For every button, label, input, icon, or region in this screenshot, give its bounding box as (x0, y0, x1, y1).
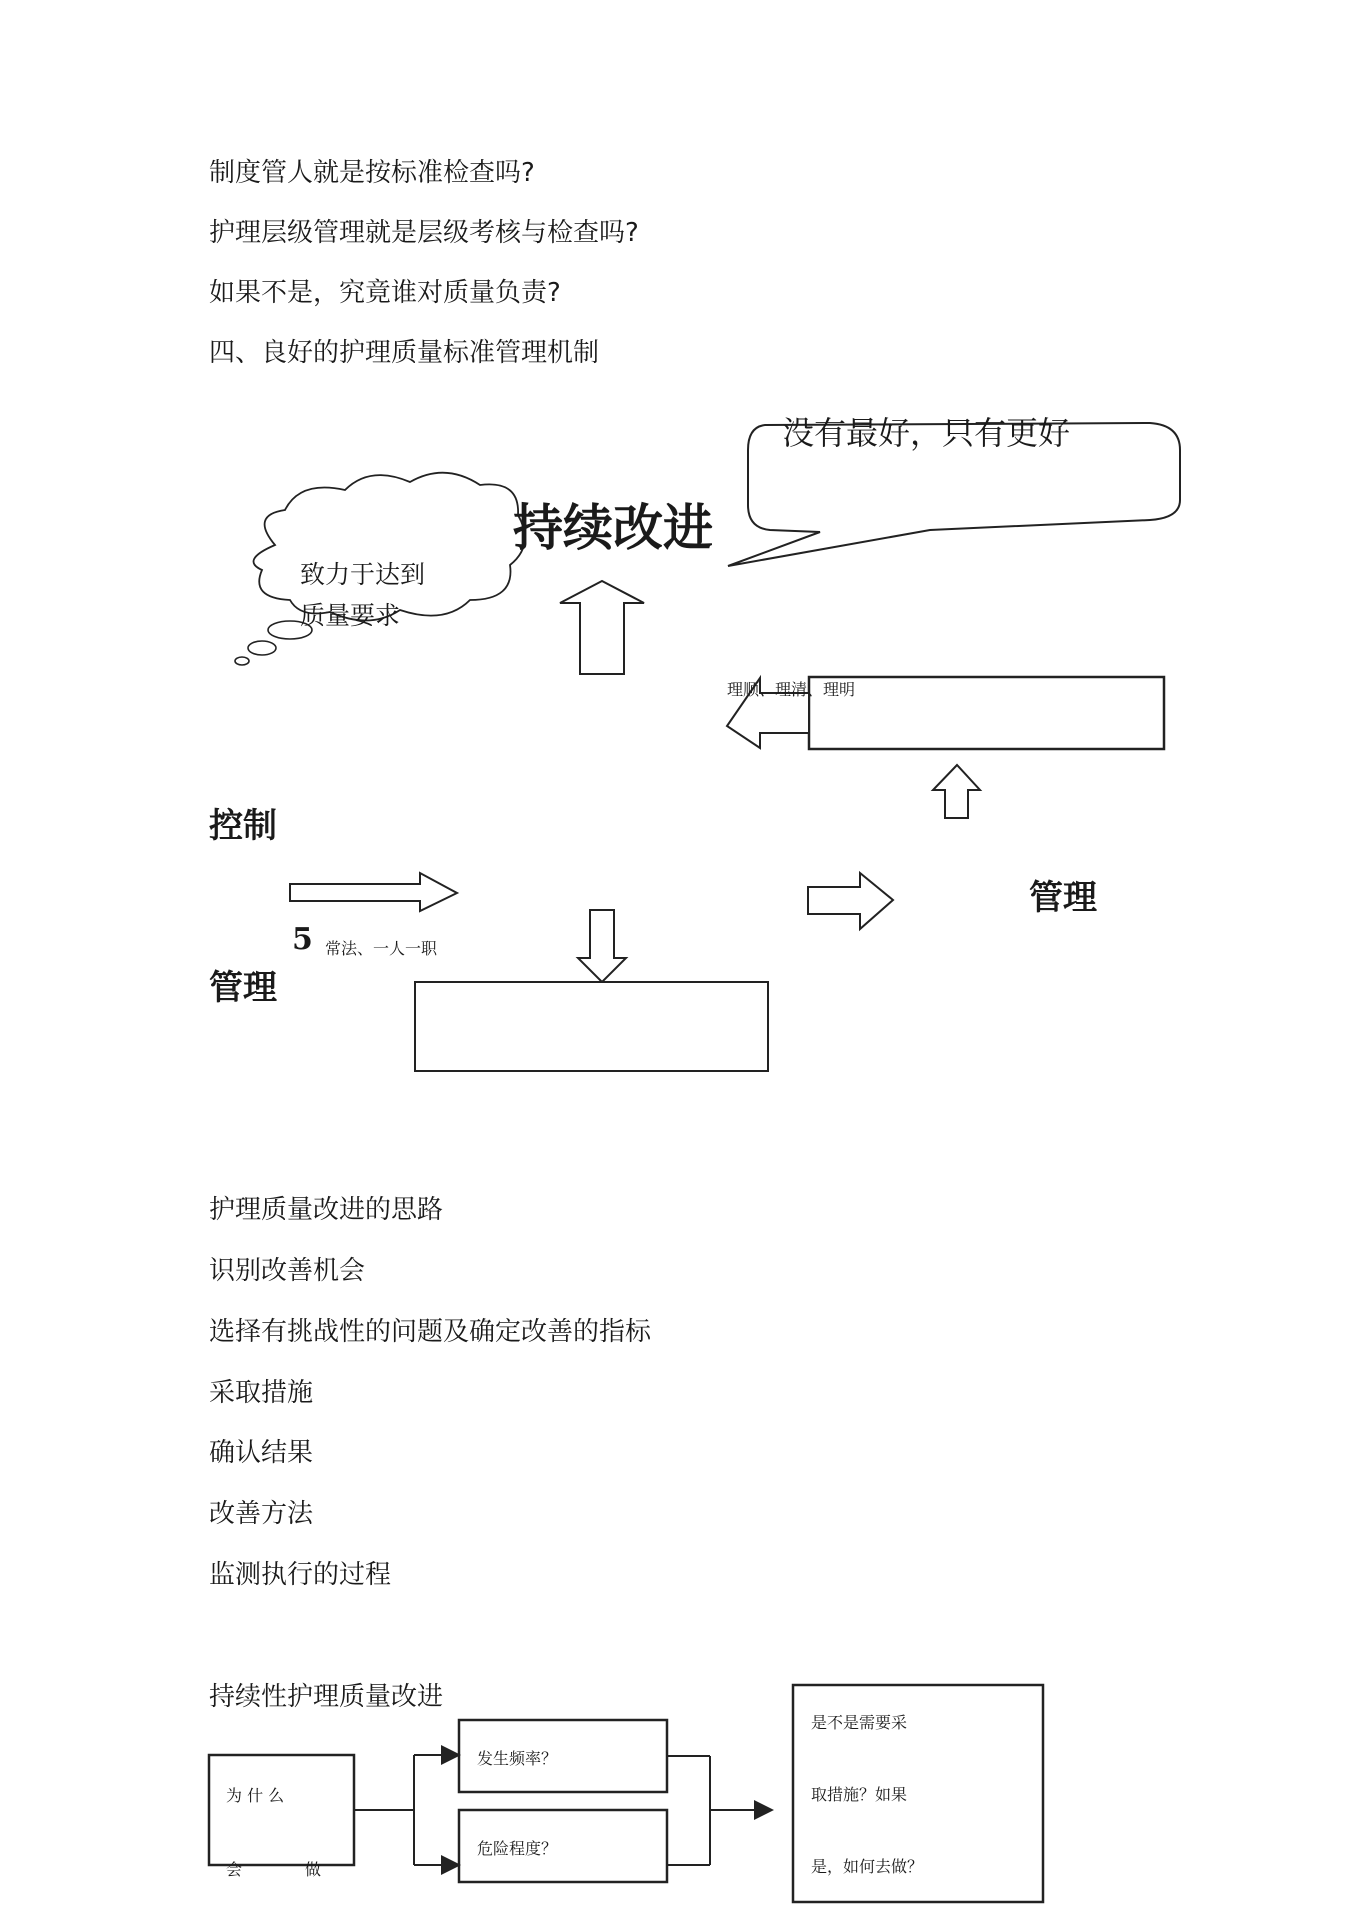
ideas-item-1: 识别改善机会 (209, 1256, 366, 1286)
section-heading-4: 四、良好的护理质量标准管理机制 (209, 338, 600, 368)
ideas-heading: 护理质量改进的思路 (209, 1195, 444, 1225)
cloud-text-line-1: 致力于达到 (300, 560, 426, 589)
box-bottom (415, 982, 768, 1071)
decision-text-line-1: 是不是需要采 (811, 1713, 908, 1732)
intro-line-1: 制度管人就是按标准检查吗? (209, 158, 535, 188)
continuous-nursing-title: 持续性护理质量改进 (209, 1682, 444, 1712)
box-top-right (809, 677, 1164, 749)
management-label-right: 管理 (1029, 878, 1097, 918)
decision-text-line-2: 取措施？如果 (811, 1785, 908, 1804)
decision-text-line-3: 是，如何去做？ (811, 1857, 924, 1876)
ideas-item-5: 改善方法 (209, 1499, 314, 1529)
ideas-item-2: 选择有挑战性的问题及确定改善的指标 (209, 1317, 652, 1347)
ideas-item-4: 确认结果 (209, 1438, 314, 1468)
ideas-item-6: 监测执行的过程 (209, 1560, 392, 1590)
why-text-line-1: 为 什 么 (226, 1786, 285, 1805)
cloud-bubble-2 (248, 641, 276, 655)
improvement-flow-diagram (0, 1660, 1365, 1920)
up-arrow-large (560, 581, 644, 674)
why-text-hui: 会 (226, 1860, 243, 1879)
management-label-left: 管理 (209, 968, 277, 1008)
control-label: 控制 (209, 806, 277, 846)
five-label: 常法、一人一职 (325, 939, 438, 958)
right-arrow-long (290, 873, 457, 911)
up-arrow-small (933, 765, 980, 818)
intro-line-3: 如果不是，究竟谁对质量负责? (209, 278, 561, 308)
box-label: 理顺、理清、理明 (727, 680, 856, 699)
speech-text: 没有最好，只有更好 (782, 414, 1071, 452)
cloud-text-line-2: 质量要求 (300, 601, 401, 630)
number-five: 5 (292, 922, 313, 957)
why-text-zuo: 做 (305, 1860, 322, 1879)
frequency-text: 发生频率？ (477, 1749, 558, 1768)
right-arrow-short (808, 873, 893, 929)
continuous-improvement-label: 持续改进 (513, 499, 713, 557)
why-box (209, 1755, 354, 1865)
down-arrow (578, 910, 626, 982)
cloud-bubble-3 (235, 657, 249, 665)
intro-line-2: 护理层级管理就是层级考核与检查吗? (209, 218, 639, 248)
danger-text: 危险程度？ (477, 1839, 558, 1858)
ideas-item-3: 采取措施 (209, 1378, 314, 1408)
